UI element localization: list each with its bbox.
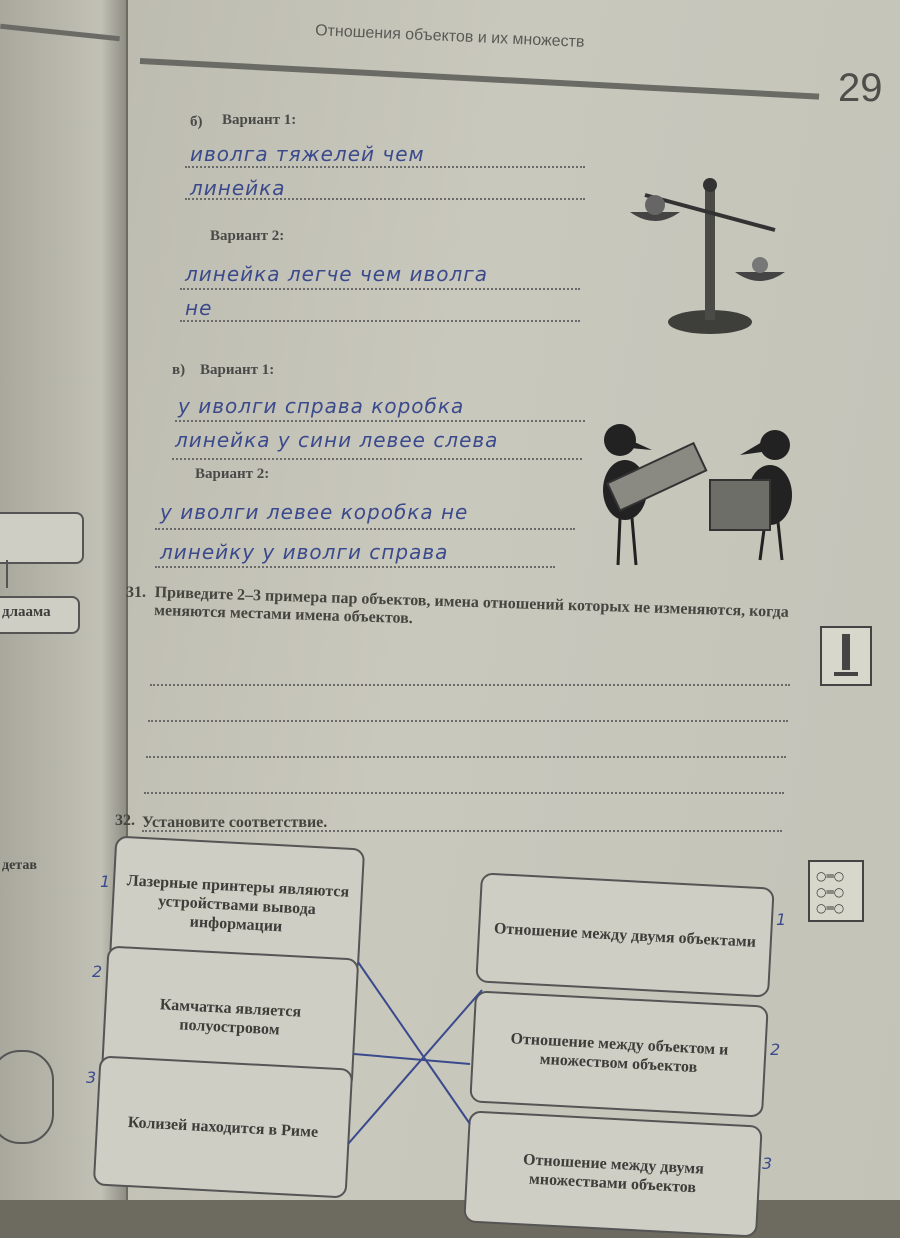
left-page-text: детав: [2, 858, 37, 873]
match-right-item-3-text: Отношение между двумя множествами объектов: [522, 1151, 705, 1197]
answer-line: [148, 720, 788, 722]
writing-line: [180, 288, 580, 290]
left-page-drawing: [0, 1050, 54, 1144]
match-right-item-1[interactable]: [475, 872, 774, 997]
section-v-variant2-label: Вариант 2:: [195, 466, 270, 482]
section-v-variant1-line2: линейка у сини левее слева: [175, 428, 499, 452]
section-b-variant1-label: Вариант 1:: [222, 112, 297, 128]
writing-line: [175, 420, 585, 422]
match-right-item-3[interactable]: [463, 1110, 762, 1237]
section-v-variant1-line1: у иволги справа коробка: [178, 394, 465, 418]
match-left-item-3[interactable]: [93, 1055, 353, 1198]
writing-line: [185, 198, 585, 200]
task-31-text: Приведите 2–3 примера пар объектов, имена отношений которых не изменяются, когда меняются местами имена объектов.: [153, 584, 789, 628]
writing-line: [155, 528, 575, 530]
left-page-arrow: [6, 560, 8, 588]
section-b-variant2-label: Вариант 2:: [210, 228, 285, 244]
task-31-number: 31.: [126, 584, 146, 601]
section-v-variant1-label: Вариант 1:: [200, 362, 275, 378]
section-v-variant2-line1: у иволги левее коробка не: [160, 500, 469, 524]
section-v-marker: в): [172, 362, 186, 378]
match-right-item-2-text: Отношение между объектом и множеством объектов: [510, 1030, 729, 1077]
left-item-2-mark: 2: [92, 962, 103, 981]
answer-line: [146, 756, 786, 758]
right-item-2-mark: 2: [770, 1040, 781, 1059]
left-item-3-mark: 3: [86, 1068, 97, 1087]
scales-illustration: [625, 150, 795, 340]
answer-line: [150, 684, 790, 686]
pencil-icon: [820, 626, 872, 686]
left-page-rule: [0, 24, 120, 42]
running-header: Отношения объектов и их множеств: [314, 22, 585, 51]
left-page-label: длаама: [2, 604, 51, 620]
section-b-variant1-line1: иволга тяжелей чем: [190, 142, 425, 166]
match-right-item-2[interactable]: [469, 990, 768, 1117]
answer-line: [144, 792, 784, 794]
section-b-variant2-line2: не: [185, 296, 213, 320]
match-left-item-2-text: Камчатка является полуостровом: [159, 996, 302, 1039]
writing-line: [172, 458, 582, 460]
right-item-3-mark: 3: [762, 1154, 773, 1173]
left-item-1-mark: 1: [100, 872, 111, 891]
match-left-item-1-text: Лазерные принтеры являются устройствами вывода информации: [126, 871, 350, 935]
birds-illustration: [590, 420, 810, 580]
writing-line: [180, 320, 580, 322]
task-32-text: Установите соответствие.: [142, 814, 328, 831]
match-left-item-3-text: Колизей находится в Риме: [127, 1113, 319, 1141]
writing-line: [185, 166, 585, 168]
section-b-marker: б): [190, 114, 203, 130]
section-b-variant1-line2: линейка: [190, 176, 286, 200]
page-number: 29: [838, 66, 883, 110]
right-item-1-mark: 1: [776, 910, 787, 929]
section-v-variant2-line2: линейку у иволги справа: [160, 540, 449, 564]
left-page-box: [0, 512, 84, 564]
task-32-number: 32.: [115, 812, 135, 829]
section-b-variant2-line1: линейка легче чем иволга: [185, 262, 489, 286]
match-pairs-icon: ○═○ ○═○ ○═○: [808, 860, 864, 922]
match-right-item-1-text: Отношение между двумя объектами: [493, 919, 757, 951]
writing-line: [155, 566, 555, 568]
